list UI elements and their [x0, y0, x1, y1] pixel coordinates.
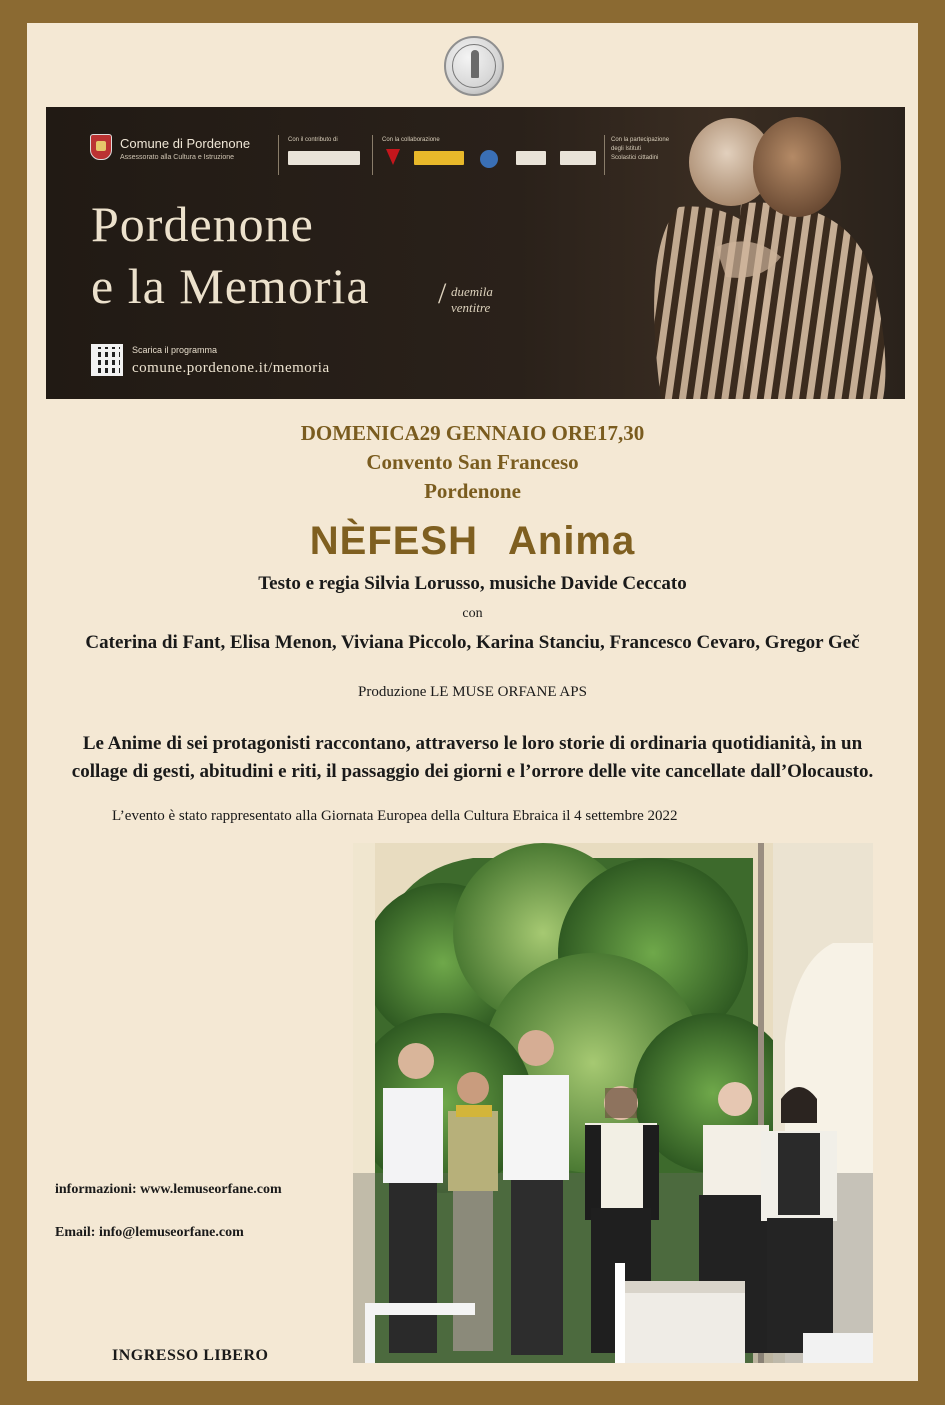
event-note: L’evento è stato rappresentato alla Giornata Europea della Cultura Ebraica il 4 settembre 2022 [112, 808, 678, 824]
banner-title-line2: e la Memoria [91, 258, 370, 314]
partner-logo [414, 151, 464, 165]
participation-label-3: Scolastici cittadini [611, 155, 659, 161]
program-url: comune.pordenone.it/memoria [132, 360, 330, 376]
event-city: Pordenone [424, 479, 521, 503]
qr-code-icon [91, 344, 123, 376]
partner-logo [560, 151, 596, 165]
show-title-main: NÈFESH [309, 519, 478, 563]
contributor-label: Con il contributo di [288, 137, 338, 143]
banner-title-line1: Pordenone [91, 196, 314, 252]
year-slash: / [438, 277, 447, 310]
show-title-sub: Anima [508, 519, 636, 563]
participation-label-1: Con la partecipazione [611, 137, 670, 143]
collaboration-label: Con la collaborazione [382, 137, 440, 143]
cast-photo-illustration [353, 843, 873, 1363]
info-website: informazioni: www.lemuseorfane.com [55, 1182, 282, 1197]
partner-logo-circle-icon [480, 150, 498, 168]
production: Produzione LE MUSE ORFANE APS [358, 684, 587, 700]
year-line2: ventitre [451, 300, 491, 315]
divider [604, 135, 605, 175]
event-venue: Convento San Franceso [366, 450, 579, 474]
partner-logo [516, 151, 546, 165]
sponsor-logo-region [288, 151, 360, 165]
city-name: Comune di Pordenone [120, 136, 251, 151]
embracing-figures-illustration [621, 107, 905, 399]
pordenone-memoria-banner [46, 107, 905, 399]
description-line2: collage di gesti, abitudini e riti, il passaggio dei giorni e l’orrore delle vite cancellate dall’Olocausto. [71, 761, 874, 782]
free-entry-label: INGRESSO LIBERO [112, 1347, 269, 1364]
credits: Testo e regia Silvia Lorusso, musiche Davide Ceccato [258, 573, 687, 594]
seal-figure-icon [471, 50, 479, 78]
info-email: Email: info@lemuseorfane.com [55, 1225, 244, 1240]
divider [372, 135, 373, 175]
cast-photo [353, 843, 873, 1363]
cast-list: Caterina di Fant, Elisa Menon, Viviana Piccolo, Karina Stanciu, Francesco Cevaro, Gregor Geč [85, 632, 860, 653]
le-muse-orfane-seal [444, 36, 504, 96]
participation-label-2: degli Istituti [611, 146, 642, 152]
show-title [0, 519, 945, 564]
year-line1: duemila [451, 284, 493, 299]
city-coat-of-arms-icon [90, 134, 112, 160]
city-subtitle: Assessorato alla Cultura e Istruzione [120, 154, 234, 161]
description-line1: Le Anime di sei protagonisti raccontano, attraverso le loro storie di ordinaria quotidianità, in un [82, 733, 863, 754]
partner-logo-red-icon [386, 149, 400, 165]
divider [278, 135, 279, 175]
event-date-time: DOMENICA29 GENNAIO ORE17,30 [300, 421, 645, 445]
with-label: con [462, 606, 483, 621]
download-label: Scarica il programma [132, 345, 218, 355]
